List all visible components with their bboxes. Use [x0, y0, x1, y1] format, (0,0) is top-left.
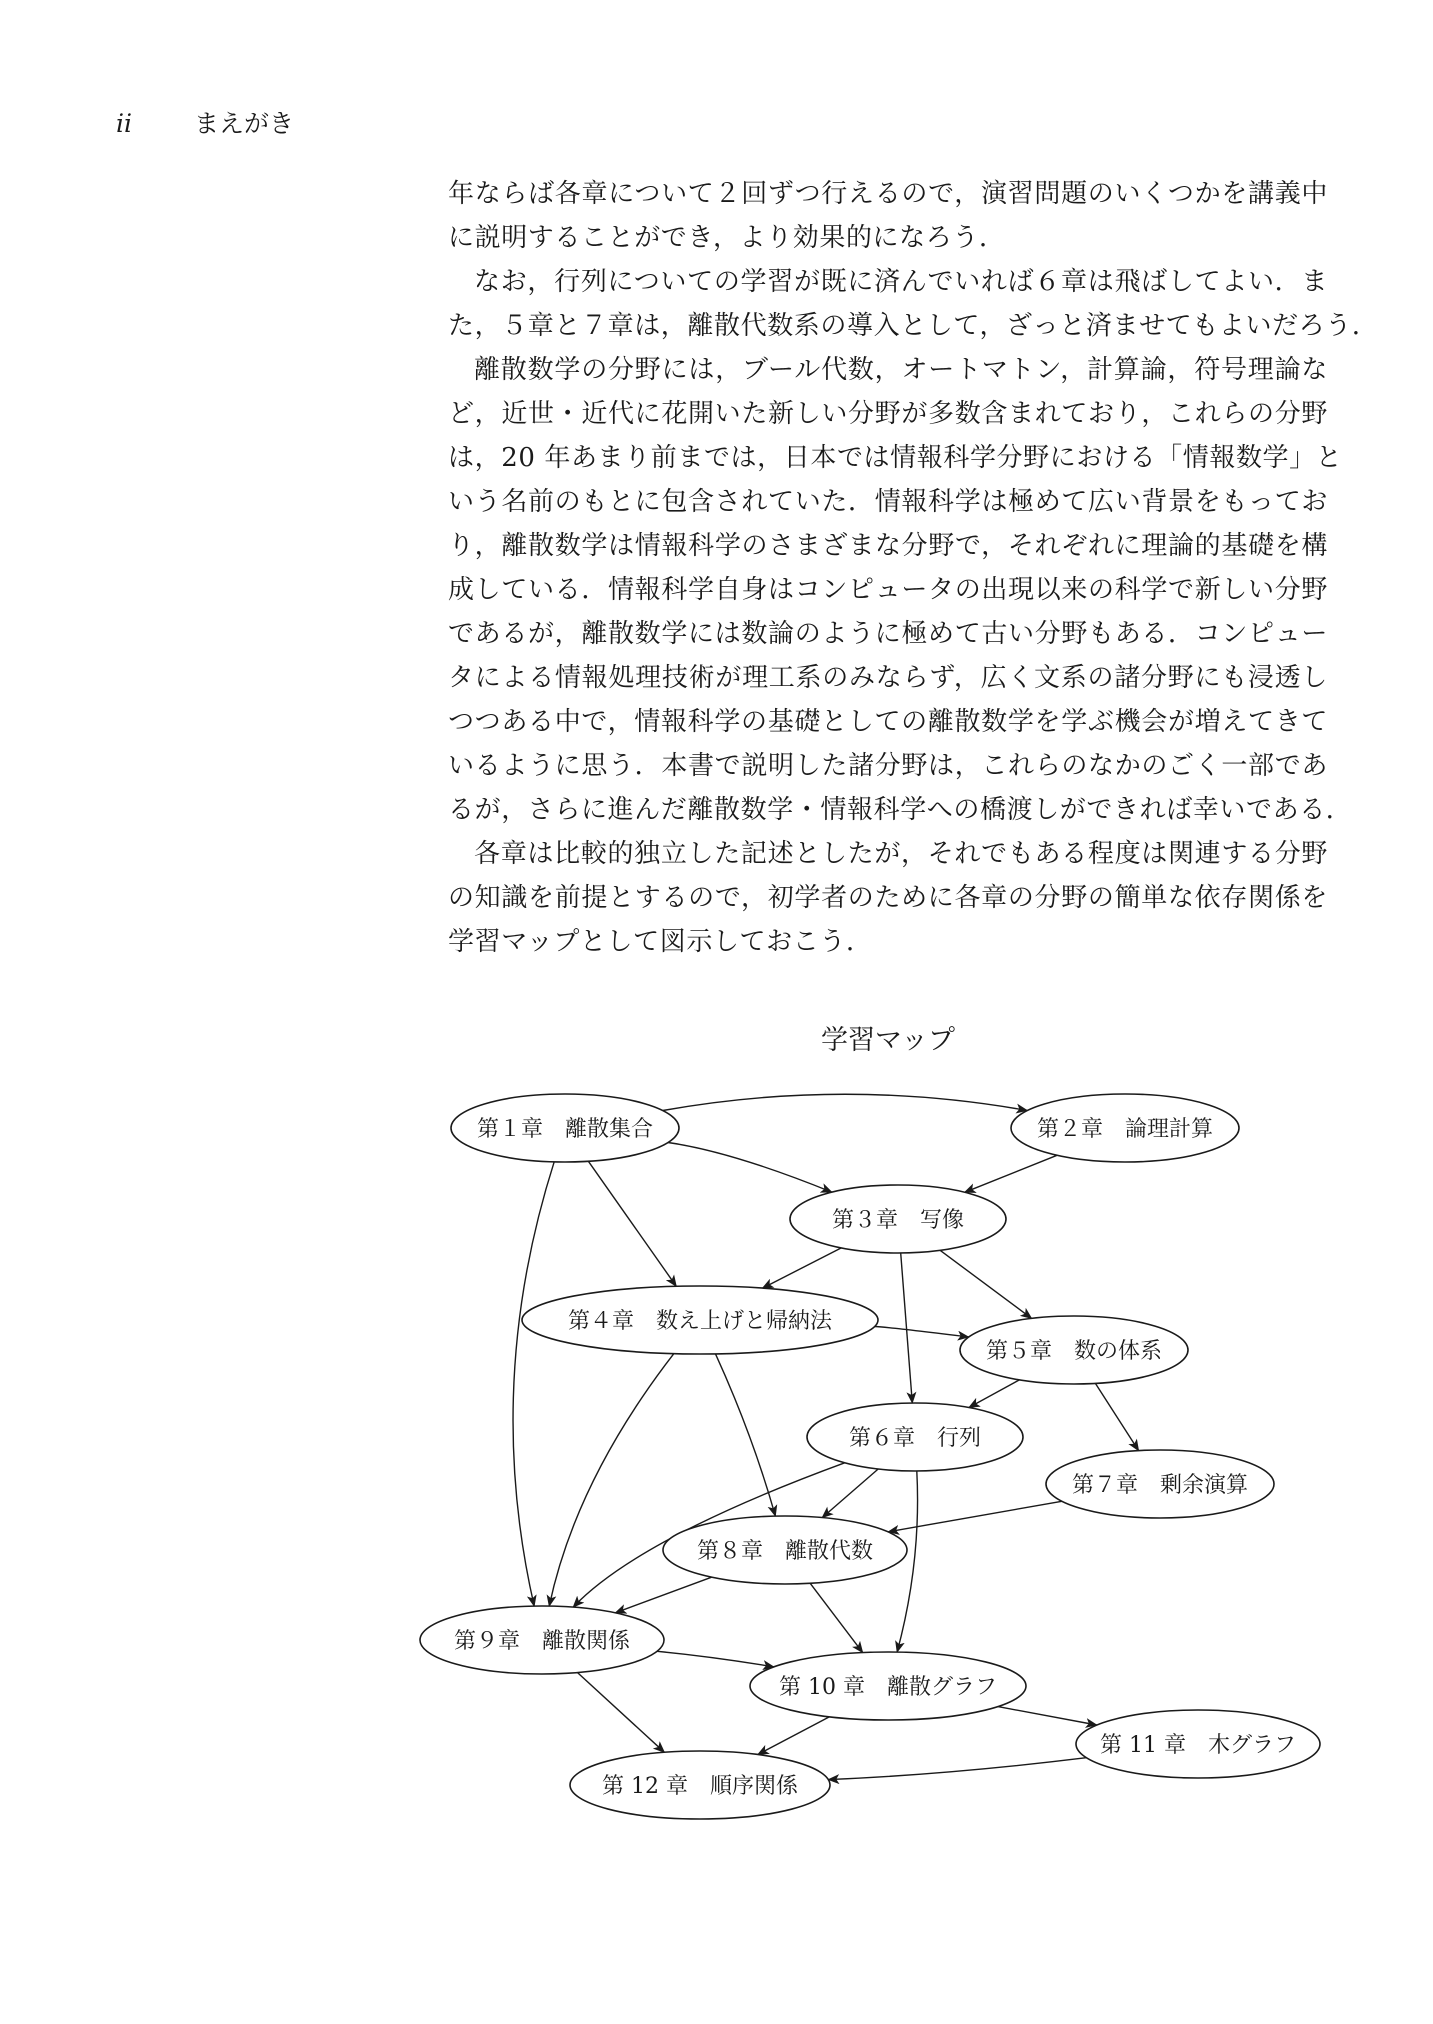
chapter-node-label: 第 12 章 順序関係: [602, 1774, 798, 1799]
chapter-node: [1011, 1094, 1239, 1162]
dependency-arrow: [1095, 1383, 1138, 1450]
text-line: 年ならば各章について２回ずつ行えるので，演習問題のいくつかを講義中: [448, 179, 1328, 209]
text-line: つつある中で，情報科学の基礎としての離散数学を学ぶ機会が増えてきて: [448, 707, 1328, 737]
text-line: タによる情報処理技術が理工系のみならず，広く文系の諸分野にも浸透し: [448, 663, 1328, 693]
text-line: た，５章と７章は，離散代数系の導入として，ざっと済ませてもよいだろう．: [448, 311, 1379, 341]
dependency-arrow: [828, 1758, 1086, 1780]
chapter-node-label: 第３章 写像: [831, 1208, 965, 1233]
text-line: 成している．情報科学自身はコンピュータの出現以来の科学で新しい分野: [448, 575, 1328, 605]
chapter-node-label: 第 11 章 木グラフ: [1100, 1733, 1296, 1758]
dependency-arrow: [940, 1250, 1032, 1318]
chapter-node: [1046, 1450, 1274, 1518]
running-title: まえがき: [193, 109, 294, 138]
text-line: るが，さらに進んだ離散数学・情報科学への橋渡しができれば幸いである．: [448, 795, 1353, 825]
dependency-arrow: [549, 1354, 674, 1607]
dependency-arrow: [965, 1155, 1057, 1192]
text-line: は，20 年あまり前までは，日本では情報科学分野における「情報数学」と: [448, 443, 1343, 473]
text-line: なお，行列についての学習が既に済んでいれば６章は飛ばしてよい．ま: [474, 267, 1328, 297]
text-line: いるように思う．本書で説明した諸分野は，これらのなかのごく一部であ: [448, 751, 1328, 781]
chapter-node: [570, 1751, 830, 1819]
page-number: ii: [116, 109, 132, 138]
chapter-node-label: 第７章 剰余演算: [1071, 1473, 1249, 1498]
text-line: 各章は比較的独立した記述としたが，それでもある程度は関連する分野: [474, 839, 1328, 869]
dependency-arrow: [513, 1162, 554, 1606]
chapter-node: [663, 1516, 907, 1584]
text-line: であるが，離散数学には数論のように極めて古い分野もある．コンピュー: [448, 619, 1328, 649]
chapter-node-label: 第８章 離散代数: [696, 1539, 874, 1564]
dependency-arrow: [969, 1380, 1020, 1408]
dependency-arrow: [998, 1707, 1097, 1725]
dependency-arrow: [663, 1094, 1027, 1110]
chapter-node: [420, 1606, 664, 1674]
chapter-node-label: 第２章 論理計算: [1036, 1117, 1214, 1142]
text-line: り，離散数学は情報科学のさまざまな分野で，それぞれに理論的基礎を構: [448, 531, 1328, 561]
text-line: いう名前のもとに包含されていた．情報科学は極めて広い背景をもってお: [448, 487, 1328, 517]
dependency-arrow: [762, 1248, 841, 1288]
learning-map-title: 学習マップ: [821, 1025, 955, 1056]
dependency-arrow: [875, 1327, 969, 1338]
dependency-arrow: [901, 1253, 913, 1403]
dependency-arrow: [822, 1469, 878, 1518]
dependency-arrow: [810, 1583, 863, 1652]
chapter-node-label: 第 10 章 離散グラフ: [779, 1675, 997, 1700]
chapter-node-label: 第９章 離散関係: [453, 1629, 631, 1654]
chapter-node-label: 第５章 数の体系: [985, 1339, 1163, 1364]
chapter-node-label: 第４章 数え上げと帰納法: [567, 1309, 833, 1334]
text-line: 学習マップとして図示しておこう．: [448, 927, 873, 957]
chapter-node: [790, 1185, 1006, 1253]
dependency-arrow: [615, 1577, 711, 1613]
chapter-node: [451, 1094, 679, 1162]
chapter-node: [960, 1316, 1188, 1384]
dependency-arrow: [668, 1143, 832, 1193]
text-line: に説明することができ，より効果的になろう．: [448, 223, 1006, 253]
dependency-arrow: [657, 1651, 774, 1667]
dependency-arrow: [577, 1673, 664, 1753]
dependency-arrow: [716, 1354, 776, 1516]
chapter-node: [522, 1286, 878, 1354]
text-line: ど，近世・近代に花開いた新しい分野が多数含まれており，これらの分野: [448, 399, 1328, 429]
chapter-node: [807, 1403, 1023, 1471]
dependency-arrow: [758, 1717, 830, 1755]
chapter-node-label: 第６章 行列: [848, 1426, 982, 1451]
chapter-node: [750, 1652, 1026, 1720]
text-line: 離散数学の分野には，ブール代数，オートマトン，計算論，符号理論な: [474, 355, 1328, 385]
chapter-node-label: 第１章 離散集合: [476, 1117, 654, 1142]
dependency-arrow: [888, 1501, 1062, 1532]
text-line: の知識を前提とするので，初学者のために各章の分野の簡単な依存関係を: [448, 883, 1328, 913]
dependency-arrow: [588, 1161, 676, 1286]
chapter-node: [1076, 1710, 1320, 1778]
